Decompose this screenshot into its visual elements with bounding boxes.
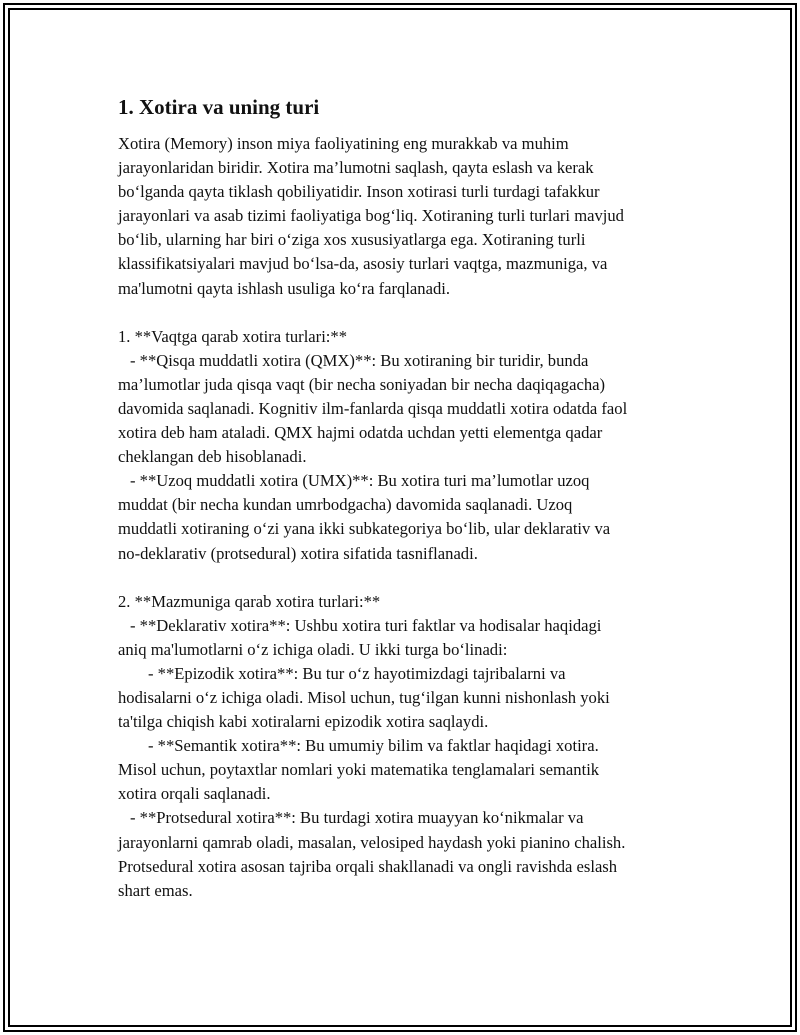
- list-subitem-epizodik: [118, 662, 698, 734]
- text-line: - **Deklarativ xotira**: Ushbu xotira turi faktlar va hodisalar haqidagi: [130, 615, 602, 635]
- document-body: [118, 94, 698, 903]
- section-1-heading: 1. **Vaqtga qarab xotira turlari:**: [118, 326, 348, 346]
- list-item-umx: [118, 469, 698, 565]
- list-item-deklarativ: [118, 614, 698, 662]
- text-line: no-deklarativ (protsedural) xotira sifatida tasniflanadi.: [118, 543, 478, 563]
- section-title: 1. Xotira va uning turi: [118, 95, 320, 119]
- list-item-protsedural: [118, 806, 698, 902]
- text-line: jarayonlarni qamrab oladi, masalan, velosiped haydash yoki pianino chalish.: [118, 832, 626, 852]
- text-line: ta'tilga chiqish kabi xotiralarni epizodik xotira saqlaydi.: [118, 712, 489, 732]
- section-2: [118, 590, 698, 903]
- list-subitem-semantik: [118, 734, 698, 806]
- text-line: - **Qisqa muddatli xotira (QMX)**: Bu xotiraning bir turidir, bunda: [130, 350, 589, 370]
- text-line: ma'lumotni qayta ishlash usuliga ko‘ra farqlanadi.: [118, 278, 451, 298]
- text-line: davomida saqlanadi. Kognitiv ilm-fanlarda qisqa muddatli xotira odatda faol: [118, 398, 628, 418]
- text-line: - **Epizodik xotira**: Bu tur o‘z hayotimizdagi tajribalarni va: [148, 663, 566, 683]
- text-line: jarayonlaridan biridir. Xotira ma’lumotni saqlash, qayta eslash va kerak: [118, 158, 594, 178]
- text-line: Protsedural xotira asosan tajriba orqali shakllanadi va ongli ravishda eslash: [118, 856, 618, 876]
- text-line: jarayonlari va asab tizimi faoliyatiga bog‘liq. Xotiraning turli turlari mavjud: [118, 206, 624, 226]
- text-line: bo‘lganda qayta tiklash qobiliyatidir. Inson xotirasi turli turdagi tafakkur: [118, 182, 600, 202]
- text-line: xotira orqali saqlanadi.: [118, 784, 271, 804]
- text-line: - **Protsedural xotira**: Bu turdagi xotira muayyan ko‘nikmalar va: [130, 808, 584, 828]
- text-line: Xotira (Memory) inson miya faoliyatining eng murakkab va muhim: [118, 134, 569, 153]
- text-line: ma’lumotlar juda qisqa vaqt (bir necha soniyadan bir necha daqiqagacha): [118, 374, 606, 394]
- intro-paragraph: [118, 132, 698, 301]
- text-line: shart emas.: [118, 880, 193, 900]
- text-line: aniq ma'lumotlarni o‘z ichiga oladi. U ikki turga bo‘linadi:: [118, 639, 508, 659]
- text-line: bo‘lib, ularning har biri o‘ziga xos xususiyatlarga ega. Xotiraning turli: [118, 230, 586, 250]
- text-line: muddatli xotiraning o‘zi yana ikki subkategoriya bo‘lib, ular deklarativ va: [118, 519, 611, 539]
- text-line: - **Uzoq muddatli xotira (UMX)**: Bu xotira turi ma’lumotlar uzoq: [130, 471, 590, 491]
- text-line: muddat (bir necha kundan umrbodgacha) davomida saqlanadi. Uzoq: [118, 495, 573, 515]
- section-1: [118, 325, 698, 566]
- text-line: xotira deb ham ataladi. QMX hajmi odatda uchdan yetti elementga qadar: [118, 423, 603, 443]
- section-2-heading: 2. **Mazmuniga qarab xotira turlari:**: [118, 591, 381, 611]
- text-line: klassifikatsiyalari mavjud bo‘lsa-da, asosiy turlari vaqtga, mazmuniga, va: [118, 254, 608, 274]
- text-line: Misol uchun, poytaxtlar nomlari yoki matematika tenglamalari semantik: [118, 760, 600, 780]
- text-line: - **Semantik xotira**: Bu umumiy bilim va faktlar haqidagi xotira.: [148, 736, 599, 756]
- list-item-qmx: [118, 349, 698, 469]
- text-line: hodisalarni o‘z ichiga oladi. Misol uchun, tug‘ilgan kunni nishonlash yoki: [118, 687, 610, 707]
- text-line: cheklangan deb hisoblanadi.: [118, 447, 307, 467]
